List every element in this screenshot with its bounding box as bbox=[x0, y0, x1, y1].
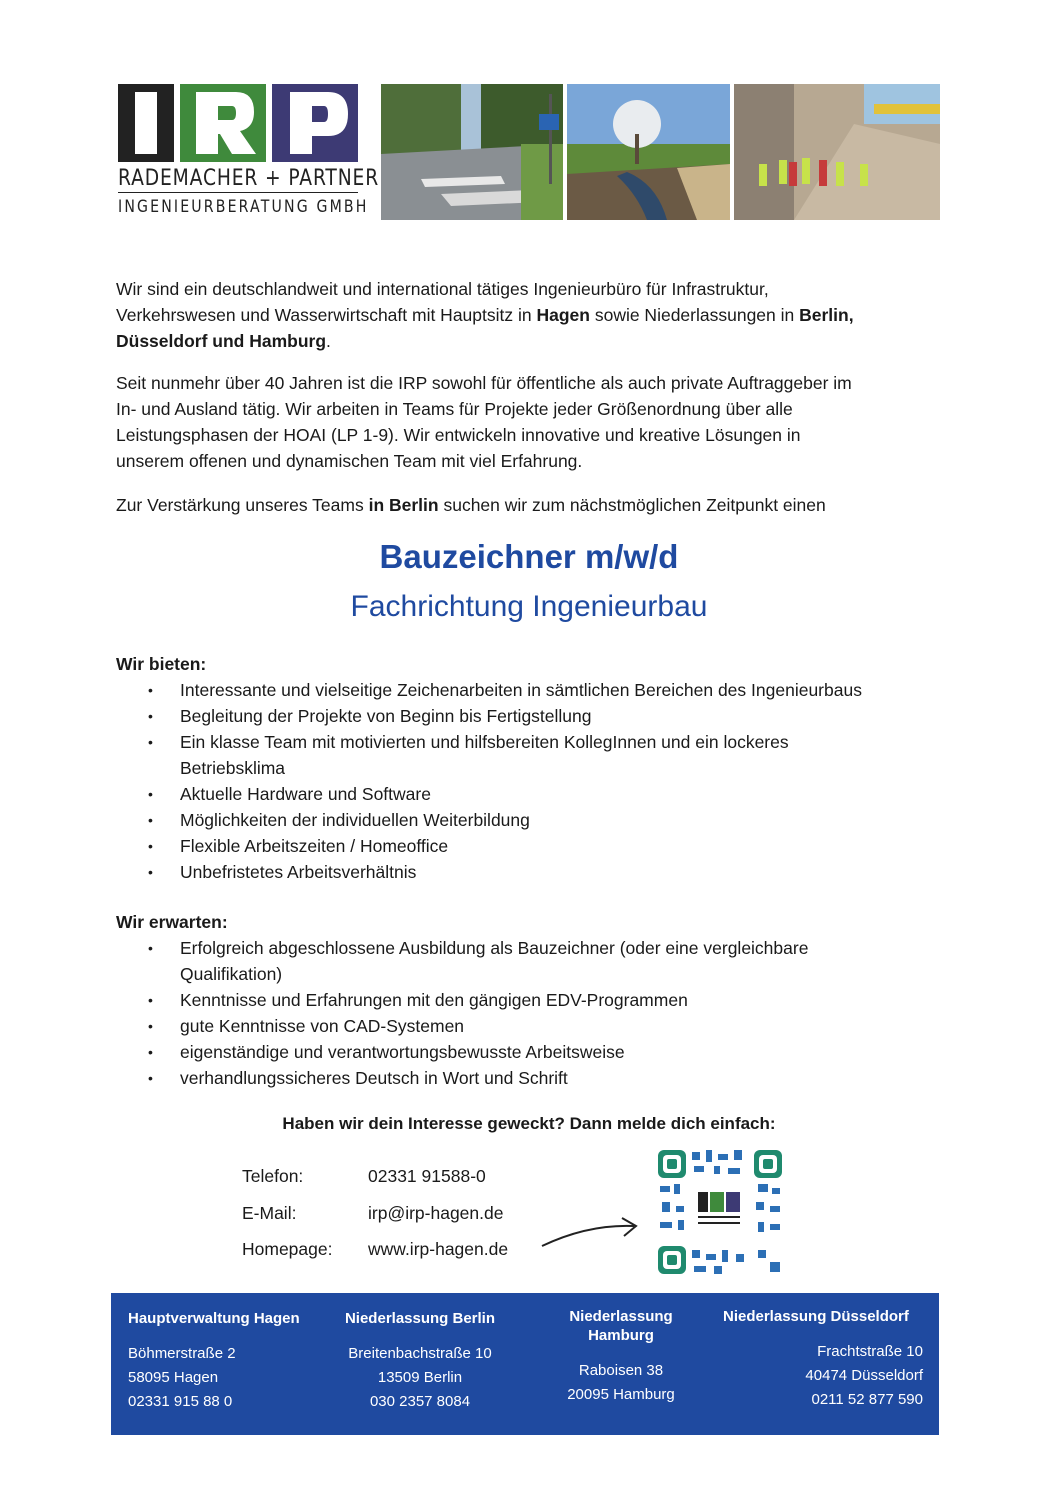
office-street: Frachtstraße 10 bbox=[817, 1343, 923, 1360]
construction-site-group-photo bbox=[734, 84, 940, 220]
logo-company-subtitle: INGENIEURBERATUNG GMBH bbox=[118, 197, 369, 217]
office-street: Raboisen 38 bbox=[578, 1362, 664, 1379]
office-city: 13509 Berlin bbox=[377, 1369, 463, 1386]
office-street: Breitenbachstraße 10 bbox=[348, 1345, 492, 1362]
office-duesseldorf bbox=[723, 1307, 923, 1412]
list-item-continuation: Betriebsklima bbox=[180, 758, 286, 778]
logo-divider bbox=[118, 192, 358, 193]
phone-label: Telefon: bbox=[242, 1166, 304, 1186]
office-city: 40474 Düsseldorf bbox=[805, 1367, 923, 1384]
office-city: 20095 Hamburg bbox=[567, 1386, 675, 1403]
intro-paragraph-3: Zur Verstärkung unseres Teams in Berlin suchen wir zum nächstmöglichen Zeitpunkt einen bbox=[116, 495, 826, 515]
list-item: • Flexible Arbeitszeiten / Homeoffice bbox=[116, 833, 946, 859]
office-title: Niederlassung Düsseldorf bbox=[723, 1308, 909, 1325]
qr-code-icon[interactable] bbox=[658, 1150, 782, 1274]
list-item: • eigenständige und verantwortungsbewusste Arbeitsweise bbox=[116, 1039, 946, 1065]
email-link[interactable]: irp@irp-hagen.de bbox=[368, 1203, 504, 1223]
office-title-line2: Hamburg bbox=[588, 1327, 654, 1344]
office-hagen bbox=[128, 1309, 300, 1414]
list-item: • gute Kenntnisse von CAD-Systemen bbox=[116, 1013, 946, 1039]
list-item: • Kenntnisse und Erfahrungen mit den gängigen EDV-Programmen bbox=[116, 987, 946, 1013]
expect-list bbox=[116, 935, 946, 1091]
job-subtitle: Fachrichtung Ingenieurbau bbox=[350, 590, 708, 623]
expect-heading: Wir erwarten: bbox=[116, 912, 228, 932]
list-item: • Aktuelle Hardware und Software bbox=[116, 781, 946, 807]
footer-offices bbox=[111, 1293, 939, 1435]
email-label: E-Mail: bbox=[242, 1203, 297, 1223]
office-street: Böhmerstraße 2 bbox=[128, 1345, 236, 1362]
job-title: Bauzeichner m/w/d bbox=[379, 538, 679, 575]
company-logo bbox=[118, 84, 380, 224]
road-crosswalk-photo bbox=[381, 84, 563, 220]
list-item: • Begleitung der Projekte von Beginn bis Fertigstellung bbox=[116, 703, 946, 729]
intro-paragraph-1: Wir sind ein deutschlandweit und international tätiges Ingenieurbüro für Infrastruktur, Verkehrswesen und Wasserwirtschaft mit Hauptsitz in Hagen sowie Niederlassungen in Berlin, Düsseldorf und Hamburg. bbox=[116, 279, 854, 351]
offer-list bbox=[116, 677, 946, 885]
list-item: • Möglichkeiten der individuellen Weiterbildung bbox=[116, 807, 946, 833]
list-item-continuation: Qualifikation) bbox=[180, 964, 283, 984]
offer-heading: Wir bieten: bbox=[116, 654, 207, 674]
list-item: • verhandlungssicheres Deutsch in Wort und Schrift bbox=[116, 1065, 946, 1091]
list-item: • Erfolgreich abgeschlossene Ausbildung als Bauzeichner (oder eine vergleichbare bbox=[116, 935, 946, 961]
office-hamburg bbox=[547, 1307, 695, 1407]
office-city: 58095 Hagen bbox=[128, 1369, 219, 1386]
intro-paragraph-2: Seit nunmehr über 40 Jahren ist die IRP sowohl für öffentliche als auch private Auftraggeber im In- und Ausland tätig. Wir arbeiten in Teams für Projekte jeder Größenordnung über alle Leistungsphasen der HOAI (LP 1-9). Wir entwickeln innovative und kreative Lösungen in unserem offenen und dynamischen Team mit viel Erfahrung. bbox=[116, 373, 852, 471]
list-item: • Unbefristetes Arbeitsverhältnis bbox=[116, 859, 946, 885]
office-phone: 0211 52 877 590 bbox=[811, 1391, 923, 1408]
phone-number[interactable]: 02331 91588-0 bbox=[368, 1166, 486, 1186]
homepage-label: Homepage: bbox=[242, 1239, 333, 1259]
office-phone: 030 2357 8084 bbox=[369, 1393, 471, 1410]
office-berlin bbox=[341, 1309, 499, 1414]
office-phone: 02331 915 88 0 bbox=[128, 1393, 233, 1410]
logo-company-name: RADEMACHER + PARTNER bbox=[118, 166, 380, 191]
office-title: Niederlassung bbox=[569, 1308, 673, 1325]
homepage-link[interactable]: www.irp-hagen.de bbox=[368, 1239, 509, 1259]
irp-logo-mark bbox=[118, 84, 358, 162]
office-title: Niederlassung Berlin bbox=[344, 1310, 496, 1327]
office-title: Hauptverwaltung Hagen bbox=[128, 1310, 300, 1327]
list-item: • Ein klasse Team mit motivierten und hilfsbereiten KollegInnen und ein lockeres bbox=[116, 729, 946, 755]
arrow-right-icon bbox=[538, 1210, 642, 1254]
stream-renaturation-photo bbox=[567, 84, 730, 220]
call-to-action: Haben wir dein Interesse geweckt? Dann melde dich einfach: bbox=[282, 1114, 776, 1133]
list-item: • Interessante und vielseitige Zeichenarbeiten in sämtlichen Bereichen des Ingenieurbaus bbox=[116, 677, 946, 703]
